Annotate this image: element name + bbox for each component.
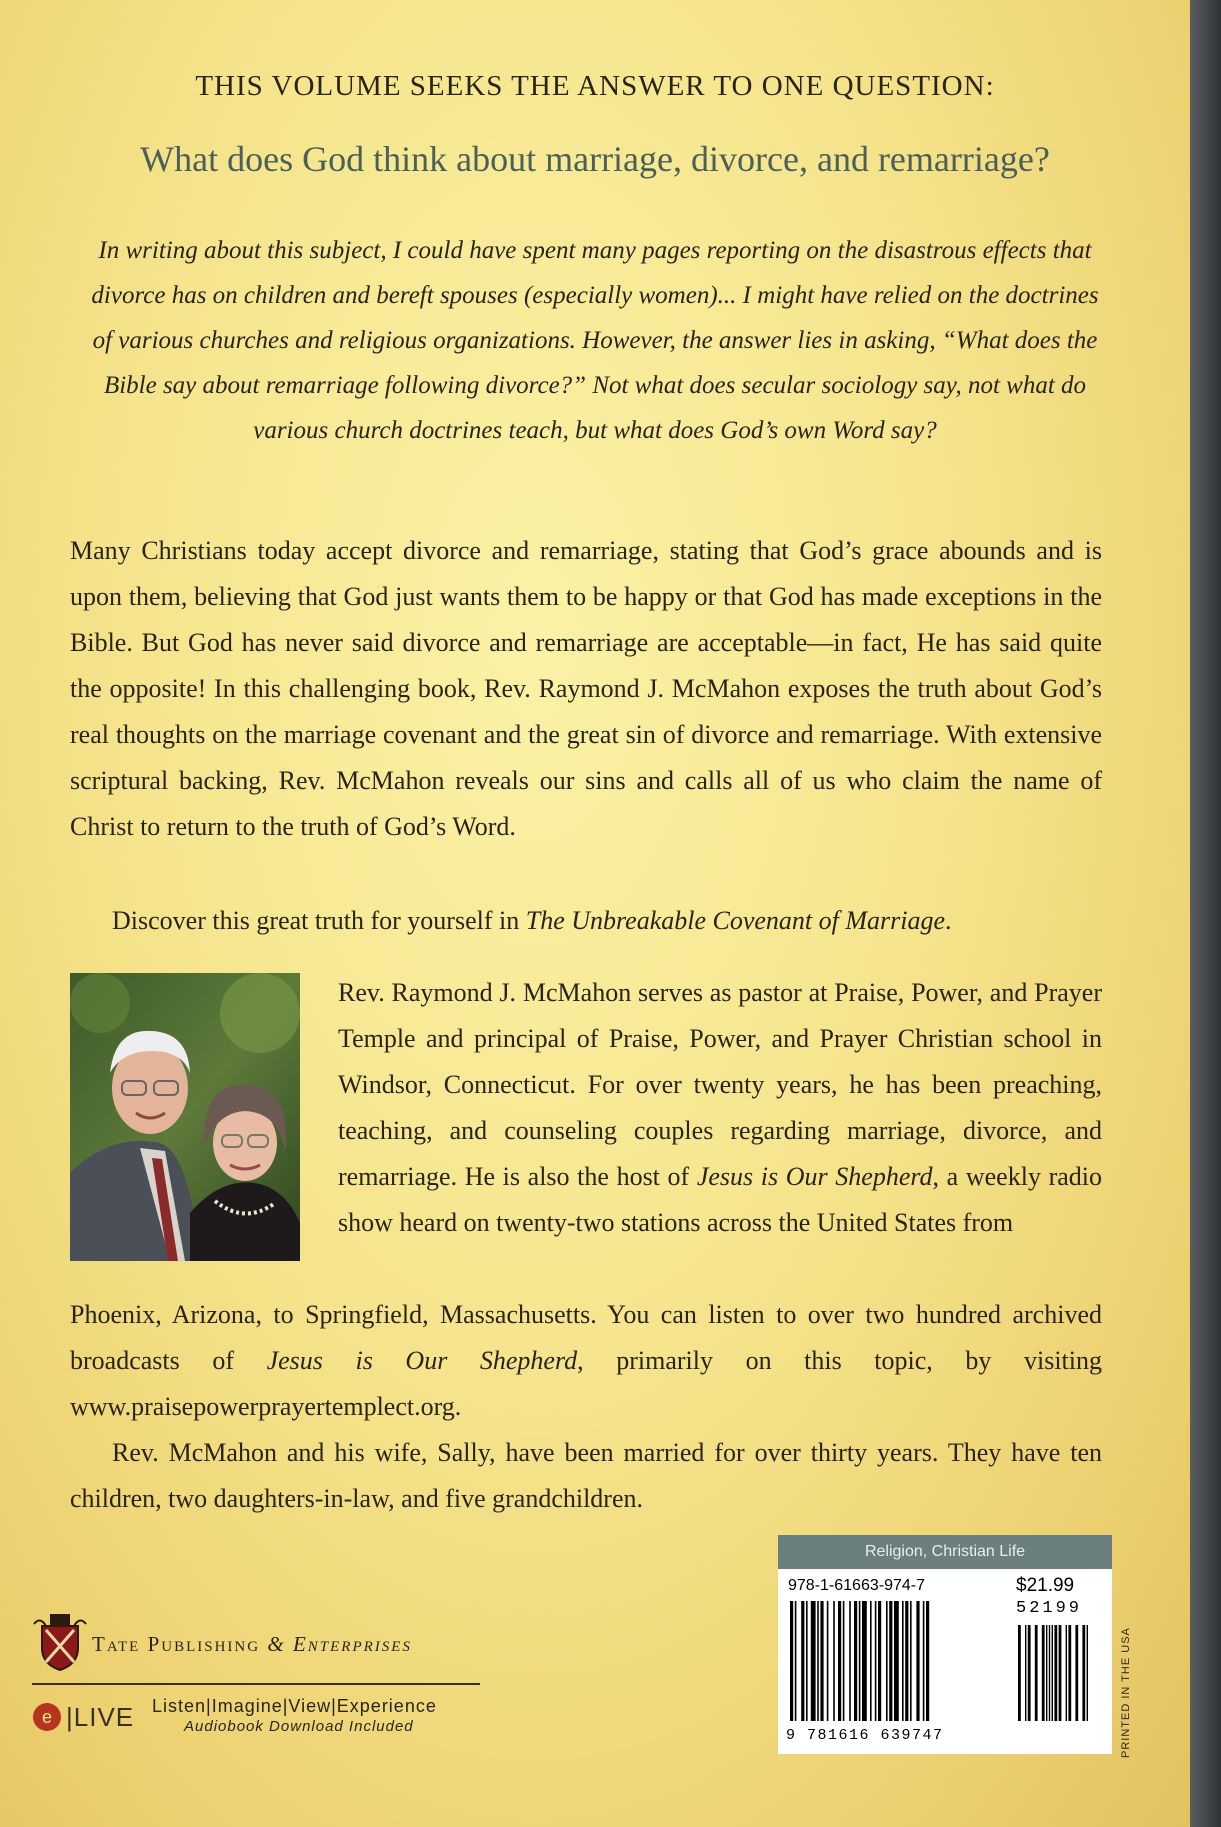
radio-show-title-2: Jesus is Our Shepherd — [266, 1346, 578, 1375]
author-family: Rev. McMahon and his wife, Sally, have been married for over thirty years. They have ten children, two daughters-in-law, and five grandchildren. — [70, 1438, 1102, 1513]
bio-part-3: Phoenix, Arizona, to Springfield, Massachusetts. You can listen to over two hundred archived broadcasts of — [70, 1300, 1102, 1375]
author-quote: In writing about this subject, I could have spent many pages reporting on the disastrous effects that divorce has on children and bereft spouses (especially women)... I might have relied on the doctrines of various churches and religious organizations. However, the answer lies in asking, “What does the Bible say about remarriage following divorce?” Not what does secular sociology say, not what do various church doctrines teach, but what does God’s own Word say? — [91, 237, 1099, 444]
bio-part-2: , a weekly radio show heard on twenty-two stations across the United States from — [338, 1162, 1102, 1237]
discover-suffix: . — [945, 906, 952, 935]
discover-line — [70, 898, 1130, 944]
elive-tagline: Listen|Imagine|View|Experience — [152, 1696, 437, 1716]
category-band: Religion, Christian Life — [778, 1535, 1112, 1569]
isbn-text: 978-1-61663-974-7 — [788, 1577, 925, 1594]
barcode-bars-icon — [786, 1601, 1104, 1727]
radio-show-title: Jesus is Our Shepherd — [696, 1162, 933, 1191]
elive-e-icon — [32, 1700, 64, 1734]
author-bio-upper — [338, 970, 1102, 1246]
author-photo — [70, 973, 300, 1261]
author-bio-lower — [70, 1292, 1102, 1430]
barcode-box — [778, 1535, 1112, 1754]
price-code: 52199 — [1016, 1599, 1083, 1618]
publisher-crest-icon — [32, 1612, 88, 1672]
discover-prefix: Discover this great truth for yourself in — [112, 906, 526, 935]
publisher-divider — [32, 1683, 480, 1685]
book-description — [70, 528, 1102, 850]
description-paragraph: Many Christians today accept divorce and remarriage, stating that God’s grace abounds and is upon them, believing that God just wants them to be happy or that God has made exceptions in the Bible. But God has never said divorce and remarriage are acceptable—in fact, He has said quite the opposite! In this challenging book, Rev. Raymond J. McMahon exposes the truth about God’s real thoughts on the marriage covenant and the great sin of divorce and remarriage. With extensive scriptural backing, Rev. McMahon reveals our sins and calls all of us who claim the name of Christ to return to the truth of God’s Word. — [70, 536, 1102, 841]
elive-tagline-sub: Audiobook Download Included — [184, 1718, 414, 1735]
book-title: The Unbreakable Covenant of Marriage — [525, 906, 946, 935]
question-intro: THIS VOLUME SEEKS THE ANSWER TO ONE QUESTION: — [195, 70, 995, 102]
bio-part-1: Rev. Raymond J. McMahon serves as pastor at Praise, Power, and Prayer Temple and principal of Praise, Power, and Prayer Christian school in Windsor, Connecticut. For over twenty years, he has been preaching, teaching, and counseling couples regarding marriage, divorce, and remarriage. He is also the host of — [338, 978, 1102, 1191]
printed-in-usa: PRINTED IN THE USA — [1120, 1627, 1132, 1758]
publisher-name: Tate Publishing & Enterprises — [92, 1632, 412, 1656]
cover-edge — [1190, 0, 1221, 1827]
svg-text:e: e — [41, 1707, 53, 1727]
elive-label: |LIVE — [66, 1702, 135, 1732]
price-text: $21.99 — [1016, 1575, 1075, 1596]
central-question: What does God think about marriage, divorce, and remarriage? — [140, 139, 1050, 179]
ean-number: 9 781616 639747 — [786, 1727, 944, 1744]
bio-part-4: , primarily on this topic, by visiting www.praisepowerprayertemplect.org. — [70, 1346, 1102, 1421]
